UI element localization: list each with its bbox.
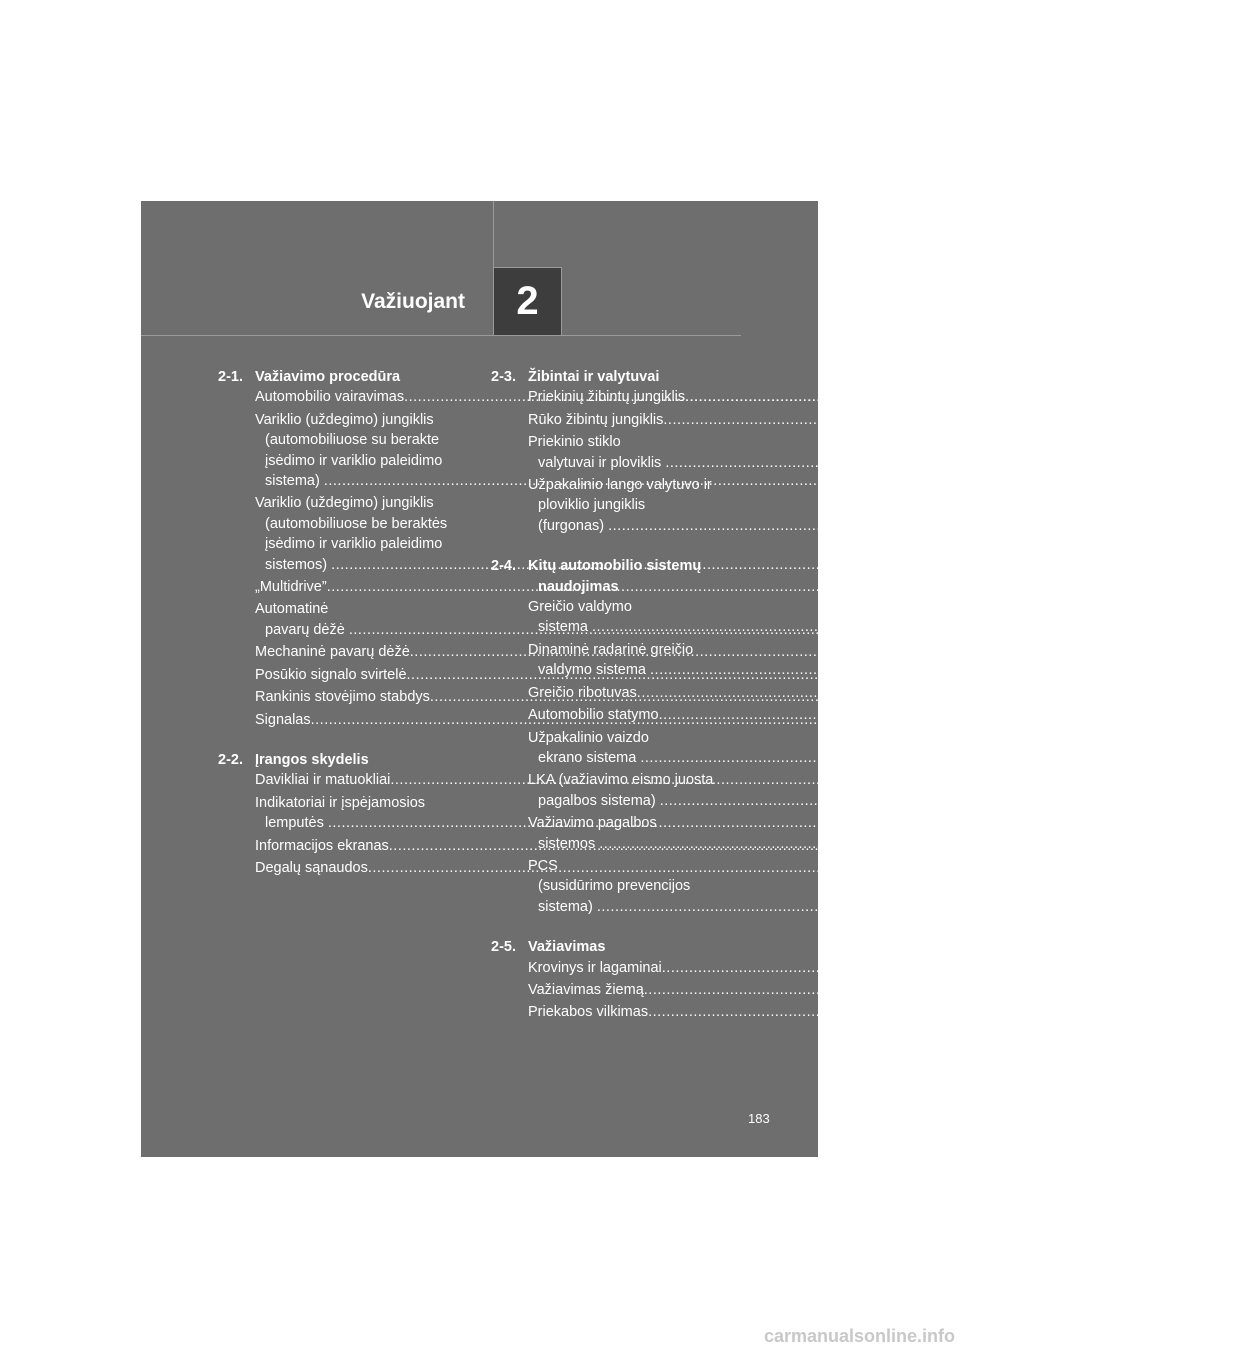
toc-entry[interactable]: [528, 1002, 1216, 1022]
dot-leader: [608, 518, 1151, 534]
entry-title: sistemos: [538, 835, 600, 852]
entry-title: pagalbos sistema): [538, 792, 660, 809]
entry-text-line: įsėdimo ir variklio paleidimo: [265, 536, 443, 553]
entry-text-line: Automatinė: [255, 601, 329, 618]
entry-page-number: 314: [1203, 792, 1228, 809]
toc-entry[interactable]: [528, 432, 1233, 473]
dot-leader: [660, 793, 1203, 809]
section-title: [255, 367, 468, 387]
section-title-line: Kitų automobilio sistemų: [528, 558, 702, 575]
entry-page-number: 184: [947, 389, 972, 406]
entry-leader-row: [528, 410, 1232, 430]
entry-page-number: 277: [1193, 662, 1218, 679]
entry-text-line: Užpakalinio vaizdo: [528, 729, 649, 746]
entry-title: valdymo sistema: [538, 662, 651, 679]
entry-title: Automobilio vairavimas: [255, 389, 405, 406]
page-number: 183: [748, 1111, 770, 1126]
entry-page-number: 229: [973, 689, 998, 706]
entry-title: Signalas: [255, 711, 311, 728]
entry-page-number: 224: [953, 644, 978, 661]
chapter-number-badge: 2: [493, 267, 562, 336]
entry-leader-row: [528, 980, 1212, 1000]
entry-title: sistema): [538, 898, 597, 915]
entry-title: Degalų sąnaudos: [255, 859, 368, 876]
entry-leader-row: [528, 897, 1165, 917]
entry-title: Priekabos vilkimas: [528, 1004, 649, 1021]
entry-text-line: ploviklio jungiklis: [538, 497, 646, 514]
dot-leader: [640, 750, 1183, 766]
entry-page-number: 228: [949, 666, 975, 683]
entry-leader-row: [528, 748, 1208, 768]
watermark-text: carmanualsonline.info: [763, 1326, 955, 1346]
entry-page-number: 296: [1180, 684, 1205, 701]
entry-page-number: 206: [874, 556, 899, 573]
entry-title: valytuvai ir ploviklis: [538, 454, 666, 471]
dot-leader: [665, 455, 1208, 471]
entry-title: Mechaninė pavarų dėžė: [255, 644, 410, 661]
entry-page-number: 233: [854, 711, 879, 728]
section-number: 2-3.: [491, 369, 516, 385]
entry-title: pavarų dėžė: [265, 621, 349, 638]
dot-leader: [644, 980, 1187, 1000]
entry-title: lemputės: [265, 815, 328, 832]
section-heading: [491, 937, 741, 957]
entry-text-line: Priekinio stiklo: [528, 434, 621, 451]
entry-title: Krovinys ir lagaminai: [528, 959, 662, 976]
entry-page-number: 254: [911, 859, 936, 876]
entry-title: sistema: [538, 619, 592, 636]
entry-leader-row: [528, 453, 1233, 473]
entry-page-number: 234: [933, 772, 959, 789]
entry-page-number: 256: [1228, 389, 1253, 406]
entry-title: „Multidrive”: [255, 579, 327, 596]
entry-text-line: Variklio (uždegimo) jungiklis: [255, 495, 434, 512]
toc-entry[interactable]: [528, 728, 1208, 769]
entry-page-number: 216: [892, 621, 917, 638]
section-title: [528, 556, 741, 597]
dot-leader: [663, 410, 1206, 430]
entry-page-number: 241: [932, 837, 957, 854]
entry-page-number: 271: [1135, 619, 1160, 636]
toc-entry[interactable]: [528, 958, 1230, 978]
entry-text-line: LKA (važiavimo eismo juosta: [528, 772, 714, 789]
dot-leader: [637, 683, 1180, 703]
section-title-line: Įrangos skydelis: [255, 751, 369, 768]
entry-title: Informacijos ekranas: [255, 837, 389, 854]
entry-text-line: Variklio (uždegimo) jungiklis: [255, 411, 434, 428]
entry-title: sistemos): [265, 556, 332, 573]
entry-title: Automobilio statymo: [528, 707, 659, 724]
entry-page-number: 210: [870, 579, 895, 596]
dot-leader: [659, 705, 1202, 725]
divider-horizontal: [141, 335, 741, 336]
entry-page-number: 200: [867, 473, 892, 490]
entry-title: Posūkio signalo svirtelė: [255, 666, 407, 683]
entry-text-line: Užpakalinio lango valytuvo ir: [528, 477, 712, 494]
section-number: 2-2.: [218, 751, 243, 768]
entry-title: Priekinių žibintų jungiklis: [528, 389, 686, 406]
section-number: 2-5.: [491, 939, 516, 956]
entry-text-line: (susidūrimo prevencijos: [538, 878, 691, 895]
entry-title: Davikliai ir matuokliai: [255, 772, 391, 789]
dot-leader: [650, 662, 1193, 678]
entry-title: Rankinis stovėjimo stabdys: [255, 689, 430, 706]
entry-text-line: (automobiliuose be beraktės: [265, 515, 448, 532]
dot-leader: [599, 836, 1142, 852]
section-number: 2-4.: [491, 558, 516, 575]
dot-leader: [592, 619, 1135, 635]
entry-leader-row: [528, 958, 1230, 978]
entry-page-number: 341: [1187, 981, 1212, 998]
toc-entry[interactable]: [528, 410, 1232, 430]
entry-page-number: 270: [1151, 517, 1176, 534]
dot-leader: [648, 1002, 1191, 1022]
entry-page-number: 299: [1202, 707, 1227, 724]
section-title-line: Važiavimas: [528, 939, 606, 956]
entry-page-number: 339: [1205, 959, 1230, 976]
entry-title: Rūko žibintų jungiklis: [528, 411, 664, 428]
entry-page-number: 265: [1208, 454, 1233, 471]
entry-title: Važiavimas žiemą: [528, 981, 644, 998]
entry-title: (furgonas): [538, 517, 609, 534]
entry-leader-row: [528, 516, 1176, 536]
section-number: 2-1.: [218, 369, 243, 385]
section-title: [528, 367, 741, 387]
section-title-line: Važiavimo procedūra: [255, 369, 401, 385]
dot-leader: [597, 899, 1140, 915]
section-title-line: naudojimas: [538, 578, 619, 595]
section-heading: [491, 556, 741, 597]
toc-entry[interactable]: [528, 980, 1212, 1000]
entry-text-line: Greičio valdymo: [528, 599, 632, 616]
entry-text-line: Važiavimo pagalbos: [528, 815, 657, 832]
section-heading: [491, 367, 741, 387]
dot-leader: [685, 387, 1228, 407]
entry-text-line: PCS: [528, 857, 558, 874]
section-title: [255, 750, 468, 770]
toc-section: [491, 937, 1230, 1023]
section-title-line: Žibintai ir valytuvai: [528, 369, 660, 385]
entry-page-number: 345: [1191, 1004, 1216, 1021]
entry-text-line: Dinaminė radarinė greičio: [528, 641, 694, 658]
entry-page-number: 237: [871, 815, 896, 832]
dot-leader: [662, 958, 1205, 978]
entry-text-line: Indikatoriai ir įspėjamosios: [255, 794, 426, 811]
entry-page-number: 324: [1142, 835, 1167, 852]
entry-page-number: 263: [1206, 411, 1232, 428]
section-heading: [218, 367, 468, 387]
entry-leader-row: [528, 1002, 1216, 1022]
entry-leader-row: [528, 791, 1228, 811]
chapter-title: Važiuojant: [361, 290, 465, 313]
section-heading: [218, 750, 468, 770]
entry-page-number: 304: [1183, 749, 1208, 766]
chapter-panel: [141, 201, 1253, 1157]
entry-text-line: (automobiliuose su berakte: [265, 432, 440, 449]
entry-text-line: įsėdimo ir variklio paleidimo: [265, 452, 443, 469]
entry-title: ekrano sistema: [538, 749, 641, 766]
entry-page-number: 330: [1140, 898, 1165, 915]
entry-title: sistema): [265, 473, 324, 490]
section-title: [528, 937, 741, 957]
entry-title: Greičio ribotuvas: [528, 684, 637, 701]
